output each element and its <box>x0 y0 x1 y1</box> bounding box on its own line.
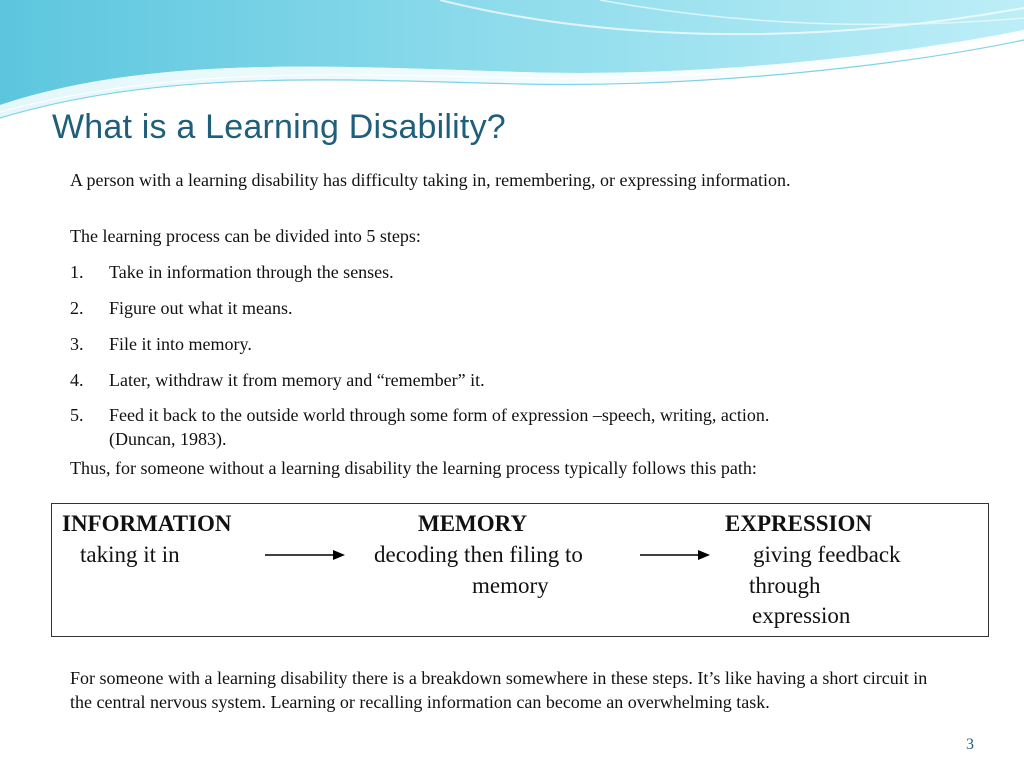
slide-title: What is a Learning Disability? <box>52 108 506 146</box>
expression-heading: EXPRESSION <box>725 511 872 536</box>
process-intro: The learning process can be divided into 5 steps: <box>70 226 421 246</box>
step-text: Feed it back to the outside world through some form of expression –speech, writing, action. <box>109 405 770 425</box>
step-text: Take in information through the senses. <box>109 262 394 282</box>
arrow-right-icon <box>640 549 710 561</box>
expression-text-line2: through <box>749 573 821 598</box>
step-text: Later, withdraw it from memory and “remember” it. <box>109 370 485 390</box>
intro-paragraph: A person with a learning disability has difficulty taking in, remembering, or expressing information. <box>70 170 791 190</box>
memory-text-line1: decoding then filing to <box>374 542 583 567</box>
step-text: File it into memory. <box>109 334 252 354</box>
thus-paragraph: Thus, for someone without a learning disability the learning process typically follows this path: <box>70 458 757 478</box>
conclusion-paragraph: For someone with a learning disability there is a breakdown somewhere in these steps. It’s like having a short circuit in the central nervous system. Learning or recalling information can become an overwhelming task. <box>70 668 928 712</box>
learning-path-box <box>51 503 989 637</box>
step-number: 2. <box>70 298 84 318</box>
expression-text-line1: giving feedback <box>753 542 901 567</box>
expression-text-line3: expression <box>752 603 851 628</box>
memory-heading: MEMORY <box>418 511 528 536</box>
step-text: Figure out what it means. <box>109 298 293 318</box>
arrow-right-icon <box>265 549 345 561</box>
step-number: 5. <box>70 405 84 425</box>
information-text: taking it in <box>80 542 180 567</box>
step-number: 4. <box>70 370 84 390</box>
step-number: 3. <box>70 334 84 354</box>
page-number: 3 <box>966 736 974 753</box>
memory-text-line2: memory <box>472 573 549 598</box>
step-citation: (Duncan, 1983). <box>109 429 227 449</box>
step-number: 1. <box>70 262 84 282</box>
information-heading: INFORMATION <box>62 511 232 536</box>
